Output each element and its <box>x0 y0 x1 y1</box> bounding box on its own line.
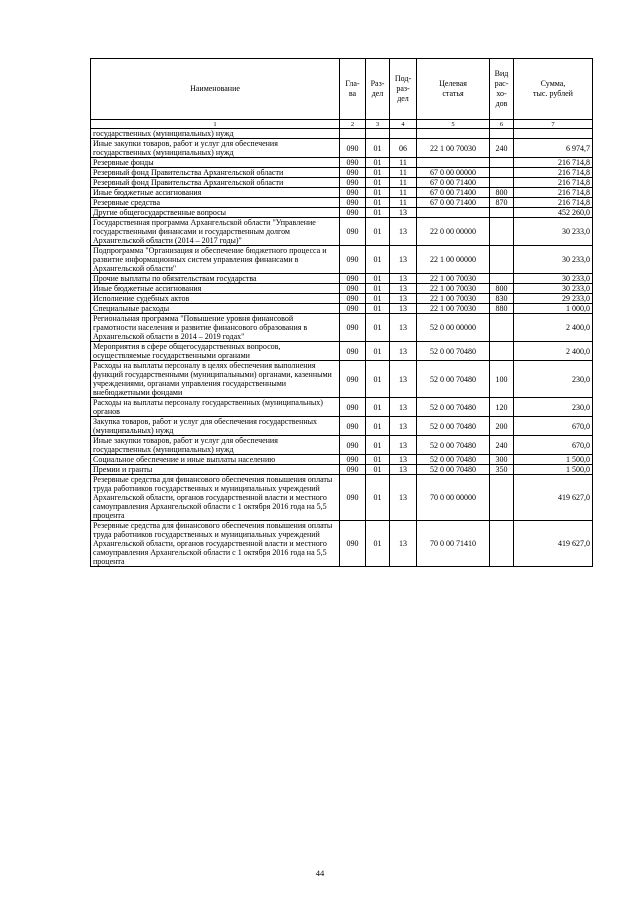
cell-podrazdel: 13 <box>390 475 417 521</box>
cell-vid: 800 <box>490 188 514 198</box>
cell-glava: 090 <box>340 398 366 417</box>
cell-glava: 090 <box>340 475 366 521</box>
table-row <box>91 398 593 417</box>
cell-glava: 090 <box>340 208 366 218</box>
cell-razdel: 01 <box>366 475 390 521</box>
cell-target: 22 1 00 70030 <box>417 274 490 284</box>
cell-podrazdel: 13 <box>390 342 417 361</box>
cell-sum: 230,0 <box>514 361 593 398</box>
cell-vid <box>490 129 514 139</box>
cell-name: Закупка товаров, работ и услуг для обеспечения государственных (муниципальных) нужд <box>91 417 340 436</box>
cell-razdel: 01 <box>366 436 390 455</box>
cell-vid <box>490 521 514 567</box>
cell-sum: 29 233,0 <box>514 294 593 304</box>
cell-razdel: 01 <box>366 284 390 294</box>
cell-vid: 300 <box>490 455 514 465</box>
header-vid: Вид рас- хо- дов <box>490 59 514 120</box>
table-row <box>91 158 593 168</box>
cell-target: 22 1 00 70030 <box>417 304 490 314</box>
cell-razdel: 01 <box>366 304 390 314</box>
cell-name: Социальное обеспечение и иные выплаты населению <box>91 455 340 465</box>
header-sum: Сумма, тыс. рублей <box>514 59 593 120</box>
cell-razdel: 01 <box>366 139 390 158</box>
cell-sum: 670,0 <box>514 417 593 436</box>
cell-razdel: 01 <box>366 158 390 168</box>
cell-razdel: 01 <box>366 188 390 198</box>
cell-glava: 090 <box>340 158 366 168</box>
table-body <box>91 129 593 567</box>
header-name: Наименование <box>91 59 340 120</box>
cell-vid <box>490 246 514 274</box>
cell-podrazdel: 13 <box>390 304 417 314</box>
table-row <box>91 417 593 436</box>
cell-glava: 090 <box>340 294 366 304</box>
cell-target: 22 1 00 70030 <box>417 284 490 294</box>
cell-sum: 6 974,7 <box>514 139 593 158</box>
cell-target: 22 1 00 70030 <box>417 139 490 158</box>
table-row <box>91 246 593 274</box>
cell-glava: 090 <box>340 178 366 188</box>
table-row <box>91 274 593 284</box>
cell-name: Резервные средства <box>91 198 340 208</box>
cell-podrazdel: 11 <box>390 158 417 168</box>
cell-razdel: 01 <box>366 198 390 208</box>
cell-vid: 200 <box>490 417 514 436</box>
table-row <box>91 218 593 246</box>
cell-name: Другие общегосударственные вопросы <box>91 208 340 218</box>
cell-name: Резервный фонд Правительства Архангельской области <box>91 178 340 188</box>
budget-table <box>90 58 593 567</box>
cell-razdel: 01 <box>366 294 390 304</box>
cell-name: Региональная программа "Повышение уровня финансовой грамотности населения и развитие финансового образования в Архангельской области в 2014 – 2019 годах" <box>91 314 340 342</box>
cell-name: Резервный фонд Правительства Архангельской области <box>91 168 340 178</box>
cell-vid <box>490 158 514 168</box>
cell-podrazdel: 11 <box>390 168 417 178</box>
cell-name: Резервные фонды <box>91 158 340 168</box>
cell-podrazdel: 11 <box>390 188 417 198</box>
cell-razdel <box>366 129 390 139</box>
cell-vid: 350 <box>490 465 514 475</box>
cell-podrazdel: 13 <box>390 218 417 246</box>
cell-name: Мероприятия в сфере общегосударственных вопросов, осуществляемые государственными органами <box>91 342 340 361</box>
header-podrazdel: Под- раз- дел <box>390 59 417 120</box>
cell-name: Государственная программа Архангельской области "Управление государственными финансами и государственным долгом Архангельской области (2014 – 2017 годы)" <box>91 218 340 246</box>
cell-name: Иные закупки товаров, работ и услуг для обеспечения государственных (муниципальных) нужд <box>91 139 340 158</box>
cell-target: 67 0 00 71400 <box>417 198 490 208</box>
cell-vid <box>490 475 514 521</box>
cell-target <box>417 158 490 168</box>
cell-vid: 100 <box>490 361 514 398</box>
cell-target: 52 0 00 70480 <box>417 398 490 417</box>
table-row <box>91 284 593 294</box>
cell-podrazdel: 13 <box>390 436 417 455</box>
header-target: Целевая статья <box>417 59 490 120</box>
cell-sum: 216 714,8 <box>514 178 593 188</box>
page-number: 44 <box>315 868 325 878</box>
cell-sum: 30 233,0 <box>514 218 593 246</box>
cell-target: 52 0 00 70480 <box>417 361 490 398</box>
table-row <box>91 361 593 398</box>
cell-name: Исполнение судебных актов <box>91 294 340 304</box>
cell-target: 67 0 00 71400 <box>417 188 490 198</box>
cell-vid: 800 <box>490 284 514 294</box>
cell-podrazdel: 13 <box>390 398 417 417</box>
table-row <box>91 168 593 178</box>
cell-podrazdel: 13 <box>390 274 417 284</box>
cell-sum: 216 714,8 <box>514 198 593 208</box>
cell-vid <box>490 168 514 178</box>
column-number: 4 <box>390 120 417 129</box>
cell-podrazdel: 11 <box>390 198 417 208</box>
cell-razdel: 01 <box>366 521 390 567</box>
table-row <box>91 208 593 218</box>
table-row <box>91 455 593 465</box>
cell-podrazdel: 13 <box>390 521 417 567</box>
table-row <box>91 314 593 342</box>
cell-target: 52 0 00 70480 <box>417 455 490 465</box>
cell-podrazdel: 13 <box>390 465 417 475</box>
cell-sum: 230,0 <box>514 398 593 417</box>
cell-target: 70 0 00 71410 <box>417 521 490 567</box>
header-glava: Гла- ва <box>340 59 366 120</box>
cell-sum: 216 714,8 <box>514 188 593 198</box>
cell-razdel: 01 <box>366 361 390 398</box>
cell-podrazdel: 13 <box>390 314 417 342</box>
cell-vid <box>490 218 514 246</box>
cell-sum: 1 500,0 <box>514 455 593 465</box>
cell-name: Иные закупки товаров, работ и услуг для обеспечения государственных (муниципальных) нужд <box>91 436 340 455</box>
cell-podrazdel: 13 <box>390 361 417 398</box>
column-number: 1 <box>91 120 340 129</box>
cell-glava: 090 <box>340 188 366 198</box>
table-row <box>91 294 593 304</box>
cell-podrazdel <box>390 129 417 139</box>
table-row <box>91 521 593 567</box>
cell-target: 22 0 00 00000 <box>417 218 490 246</box>
cell-razdel: 01 <box>366 178 390 188</box>
cell-razdel: 01 <box>366 398 390 417</box>
column-number: 6 <box>490 120 514 129</box>
table-row <box>91 139 593 158</box>
cell-target: 52 0 00 00000 <box>417 314 490 342</box>
column-number: 5 <box>417 120 490 129</box>
cell-vid <box>490 274 514 284</box>
cell-glava: 090 <box>340 139 366 158</box>
cell-razdel: 01 <box>366 417 390 436</box>
cell-glava: 090 <box>340 342 366 361</box>
cell-podrazdel: 13 <box>390 455 417 465</box>
cell-glava: 090 <box>340 314 366 342</box>
cell-name: Расходы на выплаты персоналу в целях обеспечения выполнения функций государственными (муниципальными) органами, казенными учреждениями, органами управления государственными внебюджетными фондами <box>91 361 340 398</box>
cell-glava: 090 <box>340 455 366 465</box>
cell-podrazdel: 06 <box>390 139 417 158</box>
cell-name: Резервные средства для финансового обеспечения повышения оплаты труда работников государственных и муниципальных учреждений Архангельской области, органов государственной власти и местного самоуправления Архангельской области с 1 октября 2016 года на 5,5 процента <box>91 475 340 521</box>
column-number: 7 <box>514 120 593 129</box>
cell-sum: 419 627,0 <box>514 475 593 521</box>
cell-razdel: 01 <box>366 246 390 274</box>
cell-glava: 090 <box>340 218 366 246</box>
cell-glava: 090 <box>340 361 366 398</box>
cell-razdel: 01 <box>366 314 390 342</box>
cell-target: 52 0 00 70480 <box>417 417 490 436</box>
cell-sum: 670,0 <box>514 436 593 455</box>
cell-podrazdel: 13 <box>390 294 417 304</box>
table-row <box>91 198 593 208</box>
header-razdel: Раз- дел <box>366 59 390 120</box>
cell-target: 52 0 00 70480 <box>417 465 490 475</box>
cell-sum: 1 000,0 <box>514 304 593 314</box>
cell-vid <box>490 314 514 342</box>
cell-sum: 1 500,0 <box>514 465 593 475</box>
cell-razdel: 01 <box>366 168 390 178</box>
table-row <box>91 342 593 361</box>
cell-vid: 880 <box>490 304 514 314</box>
column-number: 3 <box>366 120 390 129</box>
cell-target: 52 0 00 70480 <box>417 436 490 455</box>
cell-sum: 452 260,0 <box>514 208 593 218</box>
cell-name: Специальные расходы <box>91 304 340 314</box>
cell-sum: 30 233,0 <box>514 274 593 284</box>
cell-vid <box>490 342 514 361</box>
cell-sum: 419 627,0 <box>514 521 593 567</box>
cell-target: 52 0 00 70480 <box>417 342 490 361</box>
table-row <box>91 475 593 521</box>
cell-sum: 30 233,0 <box>514 246 593 274</box>
cell-podrazdel: 11 <box>390 178 417 188</box>
cell-name: Премии и гранты <box>91 465 340 475</box>
cell-glava: 090 <box>340 274 366 284</box>
cell-name: государственных (муниципальных) нужд <box>91 129 340 139</box>
cell-sum: 2 400,0 <box>514 342 593 361</box>
table-row <box>91 304 593 314</box>
cell-name: Прочие выплаты по обязательствам государства <box>91 274 340 284</box>
cell-glava: 090 <box>340 304 366 314</box>
cell-name: Подпрограмма "Организация и обеспечение бюджетного процесса и развитие информационных систем управления финансами в Архангельской области" <box>91 246 340 274</box>
cell-razdel: 01 <box>366 455 390 465</box>
cell-glava: 090 <box>340 284 366 294</box>
column-number: 2 <box>340 120 366 129</box>
cell-sum: 216 714,8 <box>514 168 593 178</box>
cell-sum: 216 714,8 <box>514 158 593 168</box>
cell-target <box>417 129 490 139</box>
cell-vid: 120 <box>490 398 514 417</box>
table-row <box>91 129 593 139</box>
cell-target: 22 1 00 00000 <box>417 246 490 274</box>
cell-target: 67 0 00 00000 <box>417 168 490 178</box>
cell-name: Резервные средства для финансового обеспечения повышения оплаты труда работников государственных и муниципальных учреждений Архангельской области, органов государственной власти и местного самоуправления Архангельской области с 1 октября 2016 года на 5,5 процента <box>91 521 340 567</box>
cell-vid: 240 <box>490 436 514 455</box>
cell-podrazdel: 13 <box>390 417 417 436</box>
cell-glava: 090 <box>340 168 366 178</box>
cell-vid: 830 <box>490 294 514 304</box>
cell-name: Иные бюджетные ассигнования <box>91 188 340 198</box>
cell-razdel: 01 <box>366 465 390 475</box>
cell-glava: 090 <box>340 417 366 436</box>
cell-vid: 240 <box>490 139 514 158</box>
cell-podrazdel: 13 <box>390 284 417 294</box>
table-row <box>91 188 593 198</box>
cell-vid <box>490 208 514 218</box>
cell-glava: 090 <box>340 436 366 455</box>
column-number-row <box>91 120 593 129</box>
table-header-row <box>91 59 593 120</box>
cell-target: 70 0 00 00000 <box>417 475 490 521</box>
cell-razdel: 01 <box>366 208 390 218</box>
cell-sum <box>514 129 593 139</box>
cell-sum: 2 400,0 <box>514 314 593 342</box>
cell-target: 67 0 00 71400 <box>417 178 490 188</box>
table-row <box>91 178 593 188</box>
cell-glava: 090 <box>340 521 366 567</box>
cell-vid <box>490 178 514 188</box>
cell-podrazdel: 13 <box>390 208 417 218</box>
table-row <box>91 465 593 475</box>
cell-razdel: 01 <box>366 218 390 246</box>
table-row <box>91 436 593 455</box>
cell-glava: 090 <box>340 465 366 475</box>
cell-podrazdel: 13 <box>390 246 417 274</box>
cell-target <box>417 208 490 218</box>
cell-target: 22 1 00 70030 <box>417 294 490 304</box>
cell-name: Расходы на выплаты персоналу государственных (муниципальных) органов <box>91 398 340 417</box>
cell-glava: 090 <box>340 246 366 274</box>
cell-razdel: 01 <box>366 274 390 284</box>
cell-glava: 090 <box>340 198 366 208</box>
cell-razdel: 01 <box>366 342 390 361</box>
cell-glava <box>340 129 366 139</box>
cell-name: Иные бюджетные ассигнования <box>91 284 340 294</box>
cell-sum: 30 233,0 <box>514 284 593 294</box>
cell-vid: 870 <box>490 198 514 208</box>
